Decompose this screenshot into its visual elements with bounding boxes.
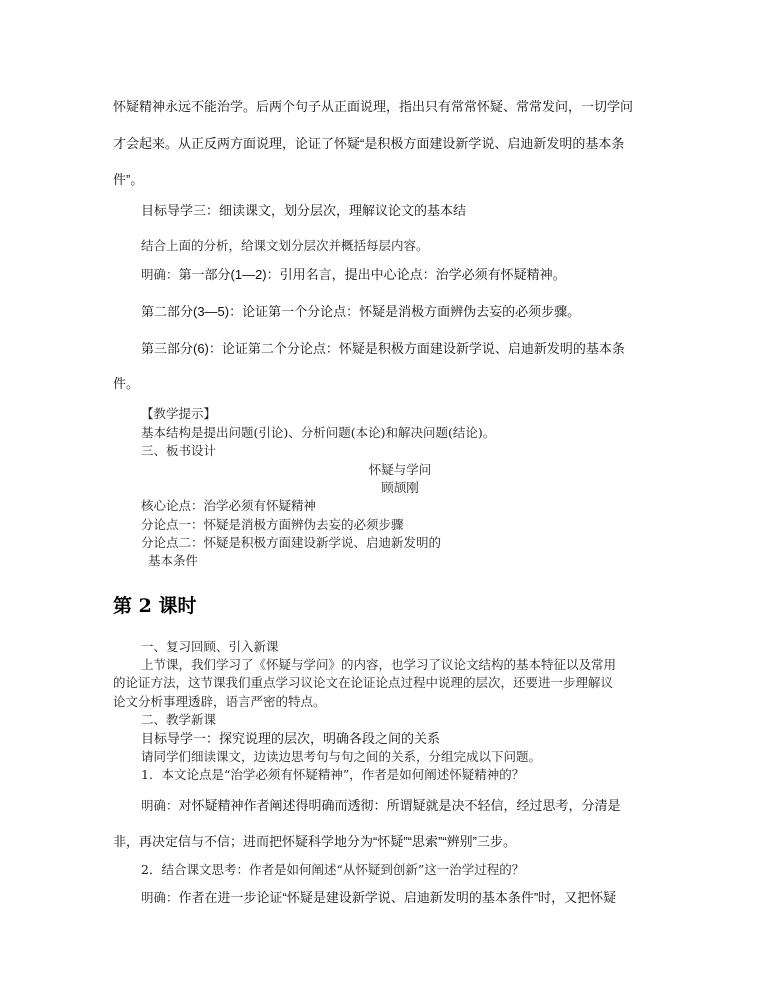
part1-text: 第一部分(1—2)：引用名言，提出中心论点：治学必须有怀疑精神。 (178, 267, 566, 282)
teaching-tip-text: 基本结构是提出问题(引论)、分析问题(本论)和解决问题(结论)。 (141, 425, 496, 440)
answer-2-text: 作者在进一步论证“怀疑是建设新学说、启迪新发明的基本条件”时，又把怀疑 (178, 890, 617, 905)
answer-label: 明确： (141, 798, 179, 813)
teaching-tip-heading: 【教学提示】 (141, 406, 217, 421)
review-line: 上节课，我们学习了《怀疑与学问》的内容，也学习了议论文结构的基本特征以及常用 (141, 657, 617, 672)
board-sub-point-2: 分论点二：怀疑是积极方面建设新学说、启迪新发明的 (141, 535, 442, 550)
board-core-point: 核心论点：治学必须有怀疑精神 (141, 498, 317, 513)
board-sub-point-2-cont: 基本条件 (148, 553, 199, 568)
new-lesson-heading: 二、教学新课 (141, 712, 217, 727)
goal-heading: 目标导学三：细读课文，划分层次，理解议论文的基本结 (141, 203, 467, 218)
answer-1-cont: 非，再决定信与不信；进而把怀疑科学地分为“怀疑”“思索”“辨别”三步。 (113, 834, 516, 849)
paragraph-line: 件”。 (113, 172, 144, 187)
answer-part1 (141, 264, 566, 284)
goal-intro: 结合上面的分析，给课文划分层次并概括每层内容。 (141, 238, 429, 253)
part2-text: 第二部分(3—5)：论证第一个分论点：怀疑是消极方面辨伪去妄的必须步骤。 (141, 304, 581, 319)
answer-1-text: 对怀疑精神作者阐述得明确而透彻：所谓疑就是决不轻信，经过思考，分清是 (178, 798, 621, 813)
board-sub-point-1: 分论点一：怀疑是消极方面辨伪去妄的必须步骤 (141, 517, 404, 532)
part3-text-cont: 件。 (113, 376, 140, 391)
review-line: 论文分析事理透辟，语言严密的特点。 (113, 694, 326, 709)
answer-label: 明确： (141, 890, 179, 905)
paragraph-line: 才会起来。从正反两方面说理，论证了怀疑“是积极方面建设新学说、启迪新发明的基本条 (113, 136, 625, 151)
goal1-heading: 目标导学一：探究说理的层次，明确各段之间的关系 (141, 731, 441, 746)
review-heading: 一、复习回顾、引入新课 (141, 639, 279, 654)
board-title: 怀疑与学问 (368, 462, 432, 477)
part3-text: 第三部分(6)：论证第二个分论点：怀疑是积极方面建设新学说、启迪新发明的基本条 (141, 341, 625, 356)
board-author: 顾颉刚 (381, 480, 419, 495)
question-2: 2．结合课文思考：作者是如何阐述“从怀疑到创新”这一治学过程的？ (141, 862, 525, 877)
review-line: 的论证方法，这节课我们重点学习议论文在论证论点过程中说理的层次，还要进一步理解议 (113, 675, 614, 690)
board-heading: 三、板书设计 (141, 443, 217, 458)
question-1: 1．本文论点是“治学必须有怀疑精神”，作者是如何阐述怀疑精神的？ (141, 767, 525, 782)
lesson-title: 第 2 课时 (113, 595, 197, 617)
answer-2 (141, 887, 616, 907)
answer-label: 明确： (141, 267, 179, 282)
answer-1 (141, 795, 621, 815)
paragraph-line: 怀疑精神永远不能治学。后两个句子从正面说理，指出只有常常怀疑、常常发问，一切学问 (113, 99, 634, 114)
goal1-intro: 请同学们细读课文，边读边思考句与句之间的关系，分组完成以下问题。 (141, 749, 542, 764)
